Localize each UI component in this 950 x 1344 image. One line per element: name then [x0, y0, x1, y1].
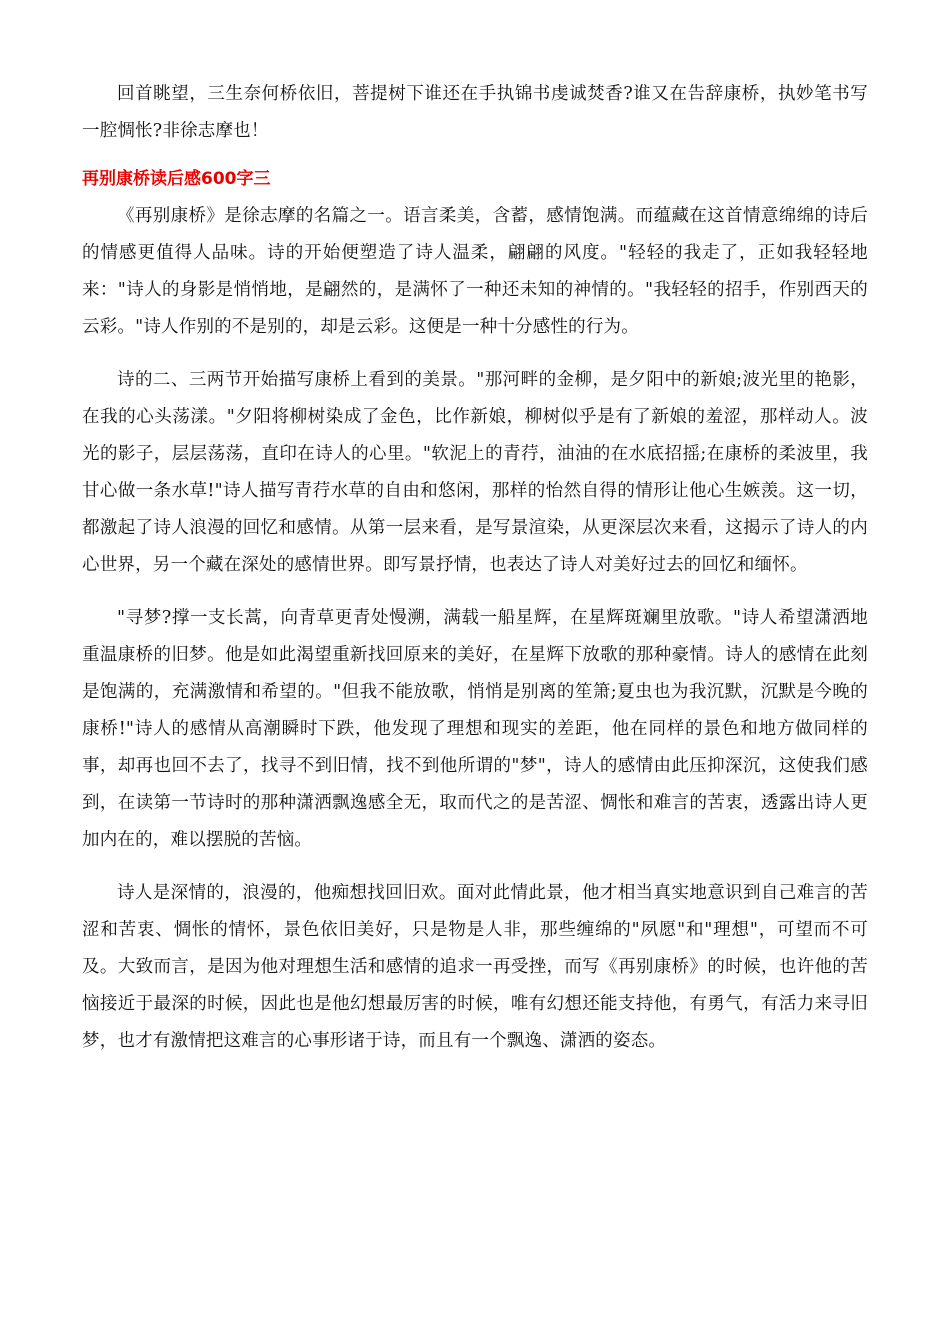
section-heading: 再别康桥读后感600字三 [82, 169, 271, 189]
body-paragraph-2: 诗的二、三两节开始描写康桥上看到的美景。"那河畔的金柳，是夕阳中的新娘;波光里的艳影，在我的心头荡漾。"夕阳将柳树染成了金色，比作新娘，柳树似乎是有了新娘的羞涩，那样动人。波光的影子，层层荡荡，直印在诗人的心里。"软泥上的青荇，油油的在水底招摇;在康桥的柔波里，我甘心做一条水草!"诗人描写青荇水草的自由和悠闲，那样的怡然自得的情形让他心生嫉羡。这一切，都激起了诗人浪漫的回忆和感情。从第一层来看，是写景渲染，从更深层次来看，这揭示了诗人的内心世界，另一个藏在深处的感情世界。即写景抒情，也表达了诗人对美好过去的回忆和缅怀。 [82, 370, 868, 575]
intro-paragraph: 回首眺望，三生奈何桥依旧，菩提树下谁还在手执锦书虔诚焚香?谁又在告辞康桥，执妙笔书写一腔惆怅?非徐志摩也！ [82, 84, 868, 141]
body-paragraph-1: 《再别康桥》是徐志摩的名篇之一。语言柔美，含蓄，感情饱满。而蕴藏在这首情意绵绵的诗后的情感更值得人品味。诗的开始便塑造了诗人温柔，翩翩的风度。"轻轻的我走了，正如我轻轻地来："诗人的身影是悄悄地，是翩然的，是满怀了一种还未知的神情的。"我轻轻的招手，作别西天的云彩。"诗人作别的不是别的，却是云彩。这便是一种十分感性的行为。 [82, 206, 868, 337]
document-page [82, 76, 868, 1060]
body-paragraph-3: "寻梦?撑一支长蒿，向青草更青处慢溯，满载一船星辉，在星辉斑斓里放歌。"诗人希望潇洒地重温康桥的旧梦。他是如此渴望重新找回原来的美好，在星辉下放歌的那种豪情。诗人的感情在此刻是饱满的，充满激情和希望的。"但我不能放歌，悄悄是别离的笙箫;夏虫也为我沉默，沉默是今晚的康桥!"诗人的感情从高潮瞬时下跌，他发现了理想和现实的差距，他在同样的景色和地方做同样的事，却再也回不去了，找寻不到旧情，找不到他所谓的"梦"，诗人的感情由此压抑深沉，这使我们感到，在读第一节诗时的那种潇洒飘逸感全无，取而代之的是苦涩、惆怅和难言的苦衷，透露出诗人更加内在的，难以摆脱的苦恼。 [82, 608, 868, 850]
body-paragraph-4: 诗人是深情的，浪漫的，他痴想找回旧欢。面对此情此景，他才相当真实地意识到自己难言的苦涩和苦衷、惆怅的情怀，景色依旧美好，只是物是人非，那些缠绵的"夙愿"和"理想"，可望而不可及。大致而言，是因为他对理想生活和感情的追求一再受挫，而写《再别康桥》的时候，也许他的苦恼接近于最深的时候，因此也是他幻想最厉害的时候，唯有幻想还能支持他，有勇气，有活力来寻旧梦，也才有激情把这难言的心事形诸于诗，而且有一个飘逸、潇洒的姿态。 [82, 883, 868, 1051]
